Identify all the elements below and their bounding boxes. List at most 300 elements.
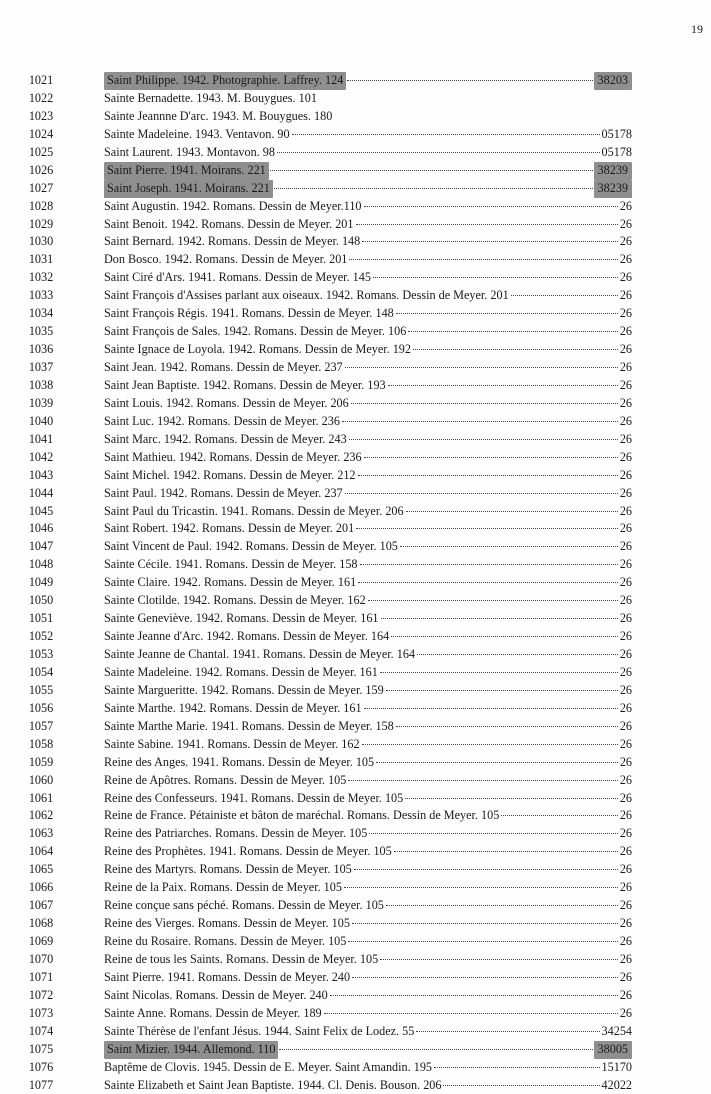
dot-leader [388, 385, 618, 386]
entry-number: 1021 [20, 72, 62, 90]
entry-line [104, 395, 632, 413]
entry-title: Reine des Prophètes. 1941. Romans. Dessin de Meyer. 105 [104, 843, 393, 861]
catalog-entry [20, 825, 640, 843]
catalog-entry [20, 1041, 640, 1059]
entry-line [104, 879, 632, 897]
entry-number: 1072 [20, 987, 62, 1005]
entry-reference: 26 [619, 216, 632, 234]
entry-reference: 26 [619, 610, 632, 628]
entry-title: Sainte Clotilde. 1942. Romans. Dessin de Meyer. 162 [104, 592, 367, 610]
entry-number: 1046 [20, 520, 62, 538]
dot-leader [364, 457, 618, 458]
entry-line [104, 198, 632, 216]
catalog-entry [20, 1059, 640, 1077]
entry-title: Sainte Thérèse de l'enfant Jésus. 1944. Saint Felix de Lodez. 55 [104, 1023, 415, 1041]
entry-line [104, 341, 632, 359]
catalog-entry [20, 610, 640, 628]
entry-title: Saint Ciré d'Ars. 1941. Romans. Dessin de Meyer. 145 [104, 269, 372, 287]
dot-leader [358, 475, 618, 476]
entry-line [104, 628, 632, 646]
entry-reference: 26 [619, 646, 632, 664]
dot-leader [351, 403, 618, 404]
entry-title: Reine des Confesseurs. 1941. Romans. Dessin de Meyer. 105 [104, 790, 404, 808]
dot-leader [396, 726, 618, 727]
entry-line [104, 556, 632, 574]
entry-reference: 26 [619, 772, 632, 790]
catalog-entry [20, 790, 640, 808]
entry-title: Don Bosco. 1942. Romans. Dessin de Meyer. 201 [104, 251, 348, 269]
dot-leader [342, 421, 618, 422]
entry-title: Sainte Cécile. 1941. Romans. Dessin de Meyer. 158 [104, 556, 359, 574]
entry-reference: 34254 [601, 1023, 632, 1041]
entry-number: 1029 [20, 216, 62, 234]
entry-line [104, 987, 632, 1005]
entry-number: 1038 [20, 377, 62, 395]
entry-line [104, 144, 632, 162]
entry-reference: 26 [619, 1005, 632, 1023]
entry-reference: 26 [619, 251, 632, 269]
entry-title: Saint Mathieu. 1942. Romans. Dessin de Meyer. 236 [104, 449, 363, 467]
entry-number: 1042 [20, 449, 62, 467]
entry-number: 1058 [20, 736, 62, 754]
entry-reference: 26 [619, 305, 632, 323]
dot-leader [376, 762, 618, 763]
dot-leader [364, 708, 618, 709]
entry-number: 1022 [20, 90, 62, 108]
entry-title: Reine de Apôtres. Romans. Dessin de Meyer. 105 [104, 772, 347, 790]
dot-leader [358, 582, 618, 583]
entry-reference: 26 [619, 323, 632, 341]
entry-number: 1049 [20, 574, 62, 592]
entry-title: Saint Marc. 1942. Romans. Dessin de Meyer. 243 [104, 431, 348, 449]
catalog-entry [20, 503, 640, 521]
entry-title: Saint Robert. 1942. Romans. Dessin de Meyer. 201 [104, 520, 355, 538]
catalog-entry [20, 646, 640, 664]
entry-reference: 26 [619, 269, 632, 287]
entry-title: Reine des Anges. 1941. Romans. Dessin de Meyer. 105 [104, 754, 375, 772]
catalog-entry [20, 700, 640, 718]
entry-line [104, 413, 632, 431]
catalog-entry [20, 431, 640, 449]
entry-number: 1034 [20, 305, 62, 323]
dot-leader [380, 672, 618, 673]
catalog-entry [20, 395, 640, 413]
entry-reference: 26 [619, 431, 632, 449]
dot-leader [386, 690, 618, 691]
entry-line [104, 1059, 632, 1077]
entry-reference: 26 [619, 951, 632, 969]
entry-title: Sainte Marthe Marie. 1941. Romans. Dessin de Meyer. 158 [104, 718, 395, 736]
entry-reference: 38005 [594, 1041, 632, 1059]
catalog-entry [20, 736, 640, 754]
catalog-entry [20, 180, 640, 198]
entry-number: 1051 [20, 610, 62, 628]
dot-leader [386, 905, 618, 906]
entry-number: 1044 [20, 485, 62, 503]
entry-reference: 26 [619, 377, 632, 395]
entry-number: 1077 [20, 1077, 62, 1094]
entry-reference: 26 [619, 736, 632, 754]
entry-number: 1040 [20, 413, 62, 431]
dot-leader [352, 977, 618, 978]
entry-title: Saint Pierre. 1941. Moirans. 221 [104, 162, 269, 180]
entry-reference: 42022 [601, 1077, 632, 1094]
entry-number: 1024 [20, 126, 62, 144]
dot-leader [348, 941, 617, 942]
catalog-entry [20, 305, 640, 323]
catalog-entry [20, 843, 640, 861]
entry-reference: 26 [619, 969, 632, 987]
catalog-entry [20, 879, 640, 897]
dot-leader [345, 367, 618, 368]
entry-reference: 26 [619, 825, 632, 843]
entry-number: 1028 [20, 198, 62, 216]
catalog-entry [20, 718, 640, 736]
dot-leader [417, 654, 618, 655]
entry-line [104, 969, 632, 987]
entry-title: Sainte Ignace de Loyola. 1942. Romans. Dessin de Meyer. 192 [104, 341, 412, 359]
entry-line [104, 162, 632, 180]
entry-line [104, 233, 632, 251]
catalog-entry [20, 664, 640, 682]
entry-number: 1059 [20, 754, 62, 772]
entry-title: Reine de France. Pétainiste et bâton de maréchal. Romans. Dessin de Meyer. 105 [104, 807, 500, 825]
entry-title: Sainte Geneviève. 1942. Romans. Dessin de Meyer. 161 [104, 610, 380, 628]
entry-reference: 26 [619, 879, 632, 897]
entry-line [104, 610, 632, 628]
entry-reference: 26 [619, 449, 632, 467]
entry-line [104, 269, 632, 287]
entry-title: Saint Michel. 1942. Romans. Dessin de Meyer. 212 [104, 467, 357, 485]
dot-leader [369, 833, 617, 834]
entry-line [104, 359, 632, 377]
entry-number: 1023 [20, 108, 62, 126]
entry-title: Saint Jean Baptiste. 1942. Romans. Dessin de Meyer. 193 [104, 377, 387, 395]
entry-number: 1057 [20, 718, 62, 736]
entry-title: Reine des Vierges. Romans. Dessin de Meyer. 105 [104, 915, 351, 933]
entry-line [104, 377, 632, 395]
catalog-entry [20, 341, 640, 359]
entry-reference: 26 [619, 664, 632, 682]
entry-line [104, 754, 632, 772]
dot-leader [381, 618, 618, 619]
dot-leader [349, 439, 618, 440]
entry-number: 1066 [20, 879, 62, 897]
catalog-entry [20, 413, 640, 431]
entry-line [104, 592, 632, 610]
entry-reference: 26 [619, 198, 632, 216]
entry-reference: 26 [619, 287, 632, 305]
dot-leader [348, 780, 617, 781]
entry-reference: 38239 [594, 162, 632, 180]
dot-leader [362, 241, 618, 242]
entry-title: Saint Vincent de Paul. 1942. Romans. Dessin de Meyer. 105 [104, 538, 399, 556]
entry-number: 1053 [20, 646, 62, 664]
entry-title: Saint Paul du Tricastin. 1941. Romans. Dessin de Meyer. 206 [104, 503, 405, 521]
entry-line [104, 1077, 632, 1094]
dot-leader [373, 277, 618, 278]
dot-leader [408, 331, 618, 332]
entry-line [104, 485, 632, 503]
entry-title: Sainte Madeleine. 1942. Romans. Dessin de Meyer. 161 [104, 664, 379, 682]
entry-number: 1076 [20, 1059, 62, 1077]
catalog-entry [20, 574, 640, 592]
entry-reference: 26 [619, 520, 632, 538]
entry-number: 1037 [20, 359, 62, 377]
entry-reference: 26 [619, 718, 632, 736]
catalog-entry [20, 108, 640, 126]
catalog-entry [20, 251, 640, 269]
dot-leader [360, 564, 618, 565]
entry-title: Reine du Rosaire. Romans. Dessin de Meyer. 105 [104, 933, 347, 951]
entry-title: Sainte Anne. Romans. Dessin de Meyer. 189 [104, 1005, 323, 1023]
entry-line [104, 1041, 632, 1059]
entry-number: 1043 [20, 467, 62, 485]
entry-line [104, 574, 632, 592]
entry-reference: 38239 [594, 180, 632, 198]
entry-line [104, 251, 632, 269]
entry-number: 1039 [20, 395, 62, 413]
catalog-entry [20, 861, 640, 879]
dot-leader [400, 546, 618, 547]
entry-line [104, 520, 632, 538]
dot-leader [279, 1049, 592, 1050]
entry-title: Saint Louis. 1942. Romans. Dessin de Meyer. 206 [104, 395, 350, 413]
catalog-entry [20, 897, 640, 915]
catalog-entry [20, 233, 640, 251]
entry-title: Saint Benoit. 1942. Romans. Dessin de Meyer. 201 [104, 216, 355, 234]
catalog-entry [20, 538, 640, 556]
entry-number: 1035 [20, 323, 62, 341]
catalog-entry [20, 269, 640, 287]
dot-leader [356, 528, 618, 529]
entry-title: Saint Joseph. 1941. Moirans. 221 [104, 180, 273, 198]
entry-line [104, 72, 632, 90]
entry-line [104, 843, 632, 861]
entry-reference: 26 [619, 807, 632, 825]
entry-number: 1052 [20, 628, 62, 646]
catalog-entry [20, 126, 640, 144]
entry-number: 1075 [20, 1041, 62, 1059]
dot-leader [347, 80, 592, 81]
catalog-entry [20, 754, 640, 772]
entry-line [104, 682, 632, 700]
entry-number: 1073 [20, 1005, 62, 1023]
dot-leader [349, 259, 617, 260]
entry-reference: 26 [619, 682, 632, 700]
entry-reference: 05178 [601, 126, 632, 144]
entry-number: 1041 [20, 431, 62, 449]
entry-line [104, 216, 632, 234]
catalog-entry [20, 216, 640, 234]
catalog-entry [20, 520, 640, 538]
entry-number: 1062 [20, 807, 62, 825]
catalog-entry [20, 198, 640, 216]
entry-line [104, 664, 632, 682]
entry-number: 1054 [20, 664, 62, 682]
entry-reference: 26 [619, 628, 632, 646]
dot-leader [344, 887, 618, 888]
entry-reference: 26 [619, 395, 632, 413]
entry-title: Reine de la Paix. Romans. Dessin de Meyer. 105 [104, 879, 343, 897]
dot-leader [511, 295, 618, 296]
entry-reference: 26 [619, 933, 632, 951]
entry-title: Reine conçue sans péché. Romans. Dessin de Meyer. 105 [104, 897, 385, 915]
entry-line [104, 951, 632, 969]
entry-number: 1045 [20, 503, 62, 521]
entry-number: 1056 [20, 700, 62, 718]
entry-title: Saint Jean. 1942. Romans. Dessin de Meyer. 237 [104, 359, 344, 377]
entry-number: 1050 [20, 592, 62, 610]
entry-title: Sainte Marthe. 1942. Romans. Dessin de Meyer. 161 [104, 700, 363, 718]
entry-reference: 26 [619, 754, 632, 772]
catalog-entry [20, 449, 640, 467]
dot-leader [364, 206, 618, 207]
entry-line [104, 126, 632, 144]
entry-number: 1068 [20, 915, 62, 933]
entry-line [104, 467, 632, 485]
entry-reference: 26 [619, 790, 632, 808]
dot-leader [406, 511, 618, 512]
dot-leader [354, 869, 618, 870]
dot-leader [434, 1067, 600, 1068]
catalog-entry [20, 287, 640, 305]
dot-leader [416, 1031, 599, 1032]
dot-leader [274, 188, 593, 189]
catalog-entry [20, 592, 640, 610]
entry-line [104, 915, 632, 933]
entry-reference: 26 [619, 467, 632, 485]
entry-line [104, 431, 632, 449]
entry-number: 1027 [20, 180, 62, 198]
entry-title: Saint Augustin. 1942. Romans. Dessin de Meyer.110 [104, 198, 363, 216]
catalog-entry [20, 969, 640, 987]
dot-leader [324, 1013, 618, 1014]
entry-line [104, 538, 632, 556]
entry-line [104, 180, 632, 198]
entry-line [104, 90, 632, 108]
dot-leader [352, 923, 618, 924]
entry-number: 1030 [20, 233, 62, 251]
dot-leader [356, 224, 618, 225]
entry-reference: 26 [619, 592, 632, 610]
entry-line [104, 287, 632, 305]
catalog-entry [20, 144, 640, 162]
catalog-entry [20, 682, 640, 700]
entry-reference: 26 [619, 700, 632, 718]
entry-number: 1071 [20, 969, 62, 987]
entry-reference: 26 [619, 485, 632, 503]
entry-title: Reine des Martyrs. Romans. Dessin de Meyer. 105 [104, 861, 353, 879]
entry-line [104, 449, 632, 467]
catalog-entry [20, 628, 640, 646]
entry-reference: 26 [619, 556, 632, 574]
dot-leader [277, 152, 600, 153]
dot-leader [443, 1085, 599, 1086]
catalog-entry [20, 377, 640, 395]
entry-reference: 26 [619, 915, 632, 933]
entry-reference: 26 [619, 861, 632, 879]
entry-title: Sainte Margueritte. 1942. Romans. Dessin de Meyer. 159 [104, 682, 385, 700]
entry-line [104, 323, 632, 341]
entry-number: 1064 [20, 843, 62, 861]
entry-line [104, 933, 632, 951]
entry-reference: 26 [619, 233, 632, 251]
entry-line [104, 305, 632, 323]
entry-reference: 26 [619, 574, 632, 592]
entry-title: Saint François d'Assises parlant aux oiseaux. 1942. Romans. Dessin de Meyer. 201 [104, 287, 510, 305]
catalog-entry [20, 323, 640, 341]
entry-reference: 05178 [601, 144, 632, 162]
entry-number: 1036 [20, 341, 62, 359]
catalog-entry [20, 951, 640, 969]
entry-number: 1048 [20, 556, 62, 574]
entry-title: Sainte Elizabeth et Saint Jean Baptiste. 1944. Cl. Denis. Bouson. 206 [104, 1077, 442, 1094]
entry-number: 1061 [20, 790, 62, 808]
entry-reference: 26 [619, 503, 632, 521]
entry-number: 1026 [20, 162, 62, 180]
entry-line [104, 108, 632, 126]
entry-number: 1055 [20, 682, 62, 700]
entry-line [104, 861, 632, 879]
entry-title: Sainte Claire. 1942. Romans. Dessin de Meyer. 161 [104, 574, 357, 592]
entry-title: Saint Paul. 1942. Romans. Dessin de Meyer. 237 [104, 485, 344, 503]
dot-leader [391, 636, 618, 637]
entry-number: 1060 [20, 772, 62, 790]
entry-number: 1032 [20, 269, 62, 287]
catalog-entry [20, 915, 640, 933]
catalog-entry [20, 807, 640, 825]
catalog-list [20, 72, 640, 1094]
dot-leader [405, 798, 618, 799]
entry-line [104, 825, 632, 843]
catalog-entry [20, 1023, 640, 1041]
catalog-entry [20, 1077, 640, 1094]
entry-line [104, 700, 632, 718]
entry-title: Sainte Jeannne D'arc. 1943. M. Bouygues. 180 [104, 108, 333, 126]
dot-leader [345, 493, 618, 494]
entry-line [104, 772, 632, 790]
catalog-entry [20, 467, 640, 485]
entry-reference: 15170 [601, 1059, 632, 1077]
entry-line [104, 1005, 632, 1023]
entry-title: Saint François de Sales. 1942. Romans. Dessin de Meyer. 106 [104, 323, 407, 341]
catalog-entry [20, 933, 640, 951]
catalog-entry [20, 359, 640, 377]
entry-number: 1063 [20, 825, 62, 843]
dot-leader [380, 959, 618, 960]
dot-leader [396, 313, 618, 314]
catalog-entry [20, 90, 640, 108]
entry-number: 1031 [20, 251, 62, 269]
entry-line [104, 736, 632, 754]
entry-reference: 26 [619, 897, 632, 915]
entry-number: 1025 [20, 144, 62, 162]
catalog-entry [20, 485, 640, 503]
catalog-entry [20, 72, 640, 90]
dot-leader [362, 744, 618, 745]
entry-title: Sainte Jeanne d'Arc. 1942. Romans. Dessin de Meyer. 164 [104, 628, 390, 646]
dot-leader [413, 349, 618, 350]
catalog-entry [20, 1005, 640, 1023]
page-number: 19 [691, 22, 703, 37]
entry-line [104, 503, 632, 521]
entry-reference: 26 [619, 413, 632, 431]
entry-number: 1067 [20, 897, 62, 915]
entry-title: Saint Luc. 1942. Romans. Dessin de Meyer. 236 [104, 413, 341, 431]
entry-title: Saint Laurent. 1943. Montavon. 98 [104, 144, 276, 162]
dot-leader [368, 600, 618, 601]
